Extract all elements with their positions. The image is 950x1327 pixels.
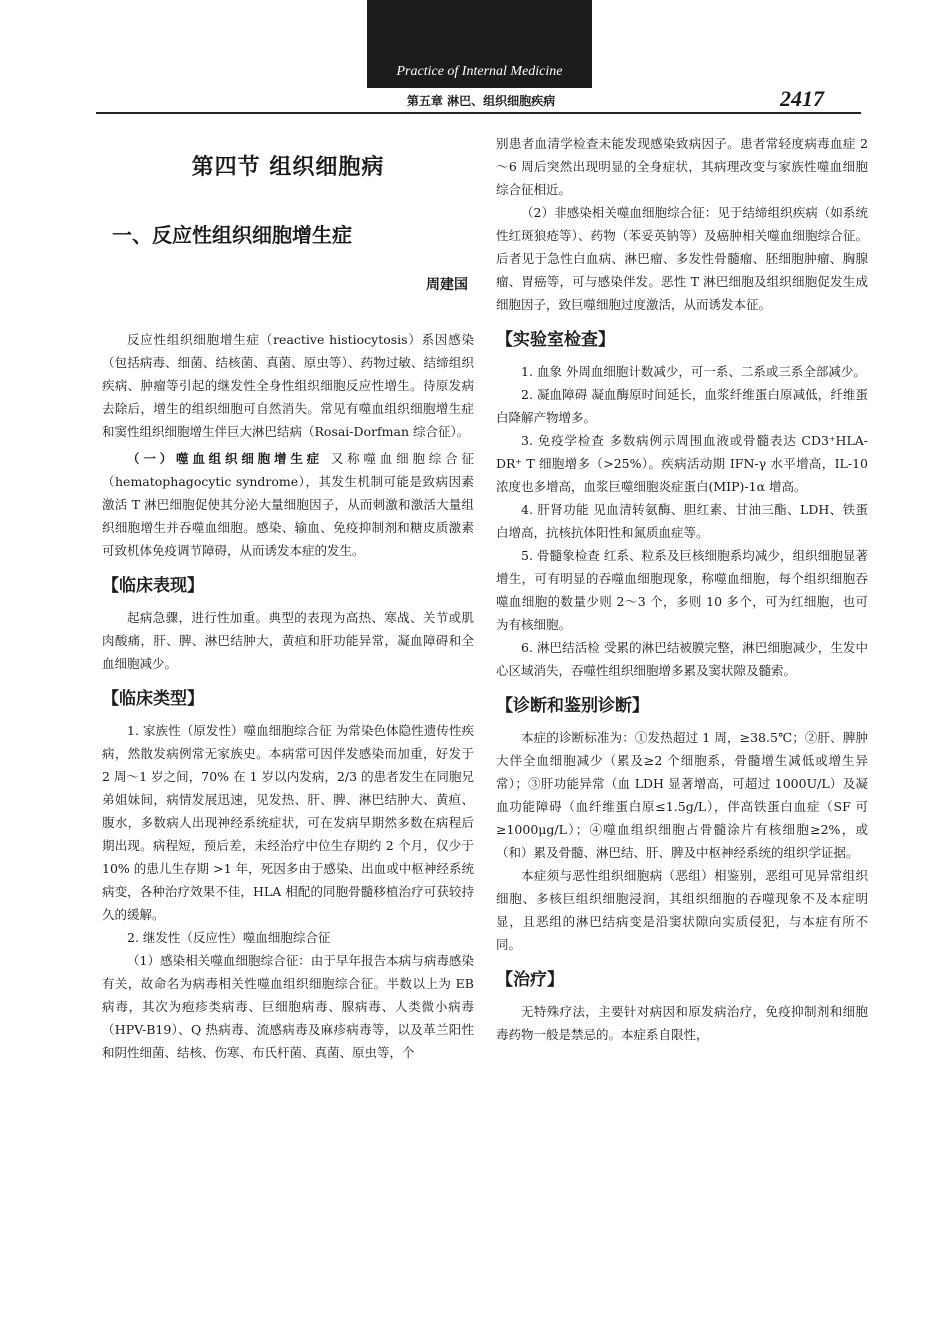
heading-lab: 【实验室检查】 (496, 330, 615, 350)
section-title: 第四节 组织细胞病 (191, 155, 385, 180)
type2-1-paragraph: （1）感染相关噬血细胞综合征：由于早年报告本病与病毒感染有关，故命名为病毒相关性噬血组织细胞综合征。半数以上为 EB 病毒，其次为疱疹类病毒、巨细胞病毒、腺病毒、人类微小病毒（HPV-B19）、Q 热病毒、流感病毒及麻疹病毒等，以及革兰阳性和阴性细菌、结核、伤寒、布氏杆菌、真菌、原虫等，个 (102, 953, 474, 1060)
diagnosis-paragraph-2: 本症须与恶性组织细胞病（恶组）相鉴别，恶组可见异常组织细胞、多核巨组织细胞浸润，其组织细胞的吞噬现象不及本症明显，且恶组的淋巴结病变是沿窦状隙向实质侵犯，与本症有所不同。 (496, 868, 868, 952)
journal-banner (367, 0, 592, 88)
type2-2-paragraph: （2）非感染相关噬血细胞综合征：见于结缔组织疾病（如系统性红斑狼疮等）、药物（苯妥英钠等）及癌肿相关噬血细胞综合征。后者见于急性白血病、淋巴瘤、多发性骨髓瘤、胚细胞肿瘤、胸腺瘤、胃癌等，可与感染伴发。恶性 T 淋巴细胞及组织细胞促发生成细胞因子，致巨噬细胞过度激活，从而诱发本征。 (496, 205, 868, 312)
heading-types: 【临床类型】 (102, 689, 204, 709)
hlh-paragraph (102, 447, 474, 562)
continued-paragraph: 别患者血清学检查未能发现感染致病因子。患者常轻度病毒血症 2～6 周后突然出现明显的全身症状，其病理改变与家族性噬血细胞综合征相近。 (496, 136, 868, 197)
left-column (102, 118, 474, 1064)
intro-paragraph: 反应性组织细胞增生症（reactive histiocytosis）系因感染（包括病毒、细菌、结核菌、真菌、原虫等）、药物过敏、结缔组织疾病、肿瘤等引起的继发性全身性组织细胞反应性增生。待原发病去除后，增生的组织细胞可自然消失。常见有噬血组织细胞增生症和窦性组织细胞增生伴巨大淋巴结病（Rosai-Dorfman 综合征）。 (102, 332, 474, 439)
lab-item-1: 1. 血象 外周血细胞计数减少，可一系、二系或三系全部减少。 (521, 364, 866, 379)
header-rule (96, 112, 861, 114)
heading-diagnosis: 【诊断和鉴别诊断】 (496, 696, 649, 716)
heading-clinical: 【临床表现】 (102, 576, 204, 596)
lab-item-4: 4. 肝肾功能 见血清转氨酶、胆红素、甘油三酯、LDH、铁蛋白增高，抗核抗体阳性和氮质血症等。 (496, 502, 868, 540)
hlh-text: 又称噬血细胞综合征（hematophagocytic syndrome），其发生机制可能是致病因素激活 T 淋巴细胞促使其分泌大量细胞因子，从而刺激和激活大量组织细胞增生并吞噬血细胞。感染、输血、免疫抑制剂和糖皮质激素可致机体免疫调节障碍，从而诱发本症的发生。 (102, 451, 474, 558)
page-number: 2417 (780, 86, 824, 111)
hlh-lead: （一）噬血组织细胞增生症 (127, 451, 323, 466)
lab-item-5: 5. 骨髓象检查 红系、粒系及巨核细胞系均减少，组织细胞显著增生，可有明显的吞噬血细胞现象，称噬血细胞，每个组织细胞吞噬血细胞的数量少则 2～3 个，多则 10 多个，可为红细胞，也可为有核细胞。 (496, 548, 868, 632)
subsection-title: 一、反应性组织细胞增生症 (112, 223, 352, 247)
right-column (496, 132, 868, 1046)
lab-item-6: 6. 淋巴结活检 受累的淋巴结被膜完整，淋巴细胞减少，生发中心区域消失，吞噬性组织细胞增多累及窦状隙及髓索。 (496, 640, 868, 678)
clinical-paragraph: 起病急骤，进行性加重。典型的表现为高热、寒战、关节或肌肉酸痛，肝、脾、淋巴结肿大，黄疸和肝功能异常，凝血障碍和全血细胞减少。 (102, 610, 474, 671)
heading-treatment: 【治疗】 (496, 970, 564, 990)
lab-item-3: 3. 免疫学检查 多数病例示周围血液或骨髓表达 CD3⁺HLA-DR⁺ T 细胞增多（>25%）。疾病活动期 IFN-γ 水平增高，IL-10 浓度也多增高，血浆巨噬细胞炎症蛋白(MIP)-1α 增高。 (496, 433, 868, 494)
author: 周建国 (426, 277, 468, 293)
lab-item-2: 2. 凝血障碍 凝血酶原时间延长，血浆纤维蛋白原减低，纤维蛋白降解产物增多。 (496, 387, 868, 425)
type2-heading: 2. 继发性（反应性）噬血细胞综合征 (127, 930, 331, 945)
diagnosis-paragraph-1: 本症的诊断标准为：①发热超过 1 周，≥38.5℃；②肝、脾肿大伴全血细胞减少（累及≥2 个细胞系，骨髓增生减低或增生异常）；③肝功能异常（血 LDH 显著增高，可超过 1000U/L）及凝血功能障碍（血纤维蛋白原≤1.5g/L），伴高铁蛋白血症（SF 可≥1000μg/L）；④噬血组织细胞占骨髓涂片有核细胞≥2%，或（和）累及骨髓、淋巴结、肝、脾及中枢神经系统的组织学证据。 (496, 730, 868, 860)
journal-title: Practice of Internal Medicine (396, 64, 563, 79)
type1-paragraph: 1. 家族性（原发性）噬血细胞综合征 为常染色体隐性遗传性疾病，然散发病例常无家族史。本病常可因伴发感染而加重，好发于 2 周～1 岁之间，70% 在 1 岁以内发病，2/3 的患者发生在同胞兄弟姐妹间，病情发展迅速，见发热、肝、脾、淋巴结肿大、黄疸、腹水，多数病人出现神经系统症状，可在发病早期然多数在病程后期出现。病程短，预后差，未经治疗中位生存期约 2 个月，仅少于 10% 的患儿生存期 >1 年，死因多由于感染、出血或中枢神经系统病变，各种治疗效果不佳，HLA 相配的同胞骨髓移植治疗可获较持久的缓解。 (102, 723, 474, 922)
treatment-paragraph: 无特殊疗法，主要针对病因和原发病治疗，免疫抑制剂和细胞毒药物一般是禁忌的。本症系自限性， (496, 1004, 868, 1042)
chapter-title: 第五章 淋巴、组织细胞疾病 (406, 94, 556, 108)
